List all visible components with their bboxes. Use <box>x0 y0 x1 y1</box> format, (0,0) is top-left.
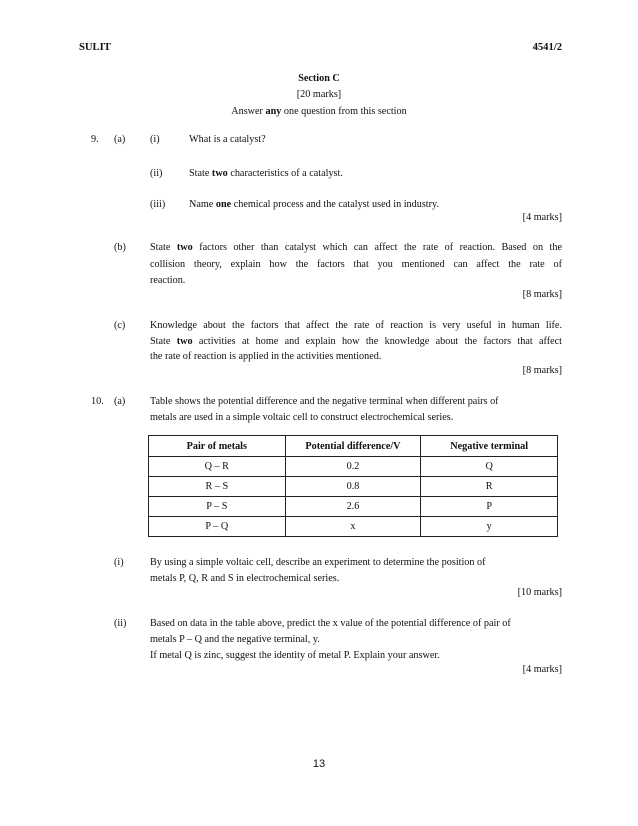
q10-ii-line1: Based on data in the table above, predict the x value of the potential difference of pair of <box>150 618 511 629</box>
metals-table <box>148 435 558 537</box>
header-left: SULIT <box>79 42 111 53</box>
table-cell: y <box>421 517 558 537</box>
section-marks: [20 marks] <box>296 89 342 100</box>
q10-i-line2: metals P, Q, R and S in electrochemical series. <box>150 573 340 584</box>
q9a-iii-label: (iii) <box>150 199 166 210</box>
table-cell: x <box>285 517 421 537</box>
table-cell: 0.2 <box>285 457 421 477</box>
table-cell: R – S <box>149 477 286 497</box>
table-header-row <box>149 436 558 457</box>
table-row <box>149 517 558 537</box>
q10-ii-label: (ii) <box>114 618 127 629</box>
table-header-cell: Pair of metals <box>149 436 286 457</box>
q10a-line2: metals are used in a simple voltaic cell to construct electrochemical series. <box>150 412 454 423</box>
q9b-line2: collision theory, explain how the factors that you mentioned can affect the rate of <box>150 259 562 270</box>
table-header-cell: Negative terminal <box>421 436 558 457</box>
q9a-i-text: What is a catalyst? <box>189 134 266 145</box>
q9a-i-label: (i) <box>150 134 160 145</box>
table-cell: P – Q <box>149 517 286 537</box>
q9a-label: (a) <box>114 134 126 145</box>
q9b-marks: [8 marks] <box>522 289 562 300</box>
table-header-cell: Potential difference/V <box>285 436 421 457</box>
q10-i-label: (i) <box>114 557 124 568</box>
q9b-line1: State two factors other than catalyst which can affect the rate of reaction. Based on the <box>150 242 563 253</box>
header-right: 4541/2 <box>532 42 562 53</box>
q10-number: 10. <box>91 396 104 407</box>
section-instruction: Answer any one question from this section <box>231 106 407 117</box>
table-cell: 0.8 <box>285 477 421 497</box>
q9a-ii-label: (ii) <box>150 168 163 179</box>
section-title: Section C <box>298 73 340 84</box>
page-number: 13 <box>312 758 326 770</box>
q10-i-line1: By using a simple voltaic cell, describe an experiment to determine the position of <box>150 557 486 568</box>
q10a-label: (a) <box>114 396 126 407</box>
table-row <box>149 457 558 477</box>
table-row <box>149 477 558 497</box>
q10-ii-line2: metals P – Q and the negative terminal, y. <box>150 634 320 645</box>
q10a-line1: Table shows the potential difference and the negative terminal when different pairs of <box>150 396 499 407</box>
q9a-ii-text: State two characteristics of a catalyst. <box>189 168 343 179</box>
table-cell: P – S <box>149 497 286 517</box>
table-row <box>149 497 558 517</box>
q9c-line3: the rate of reaction is applied in the activities mentioned. <box>150 351 382 362</box>
table-cell: P <box>421 497 558 517</box>
q9b-line3: reaction. <box>150 275 186 286</box>
table-cell: 2.6 <box>285 497 421 517</box>
q9b-label: (b) <box>114 242 126 253</box>
q9-number: 9. <box>91 134 99 145</box>
q9c-line1: Knowledge about the factors that affect the rate of reaction is very useful in human life. <box>150 320 562 331</box>
table-cell: R <box>421 477 558 497</box>
q9c-marks: [8 marks] <box>522 365 562 376</box>
q9a-iii-text: Name one chemical process and the catalyst used in industry. <box>189 199 439 210</box>
table-cell: Q <box>421 457 558 477</box>
table-cell: Q – R <box>149 457 286 477</box>
q10-ii-marks: [4 marks] <box>522 664 562 675</box>
q10-i-marks: [10 marks] <box>517 587 562 598</box>
q10-ii-line3: If metal Q is zinc, suggest the identity of metal P. Explain your answer. <box>150 650 440 661</box>
q9c-label: (c) <box>114 320 126 331</box>
q9a-marks: [4 marks] <box>522 212 562 223</box>
q9c-line2: State two activities at home and explain how the knowledge about the factors that affect <box>150 336 562 347</box>
